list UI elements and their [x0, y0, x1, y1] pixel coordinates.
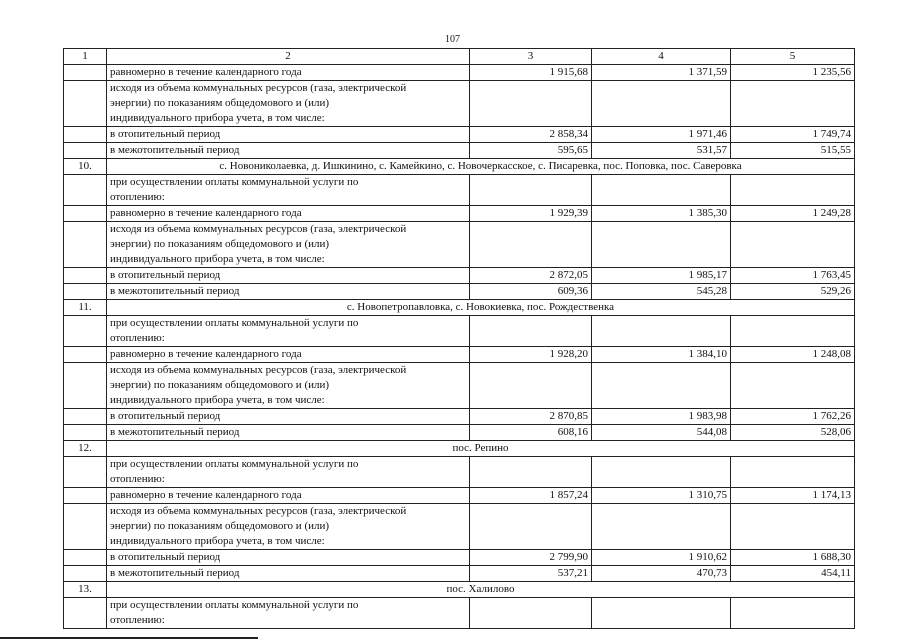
description-cell	[107, 81, 470, 127]
value-cell-c4: 544,08	[592, 425, 731, 441]
row-number-cell	[64, 316, 107, 347]
row-number-cell	[64, 488, 107, 504]
description-cell	[107, 566, 470, 582]
section-title: пос. Репино	[107, 441, 855, 457]
description-cell	[107, 175, 470, 206]
description-cell	[107, 347, 470, 363]
description-row	[64, 598, 855, 629]
header-cell: 5	[731, 49, 855, 65]
value-cell-c3: 2 870,85	[470, 409, 592, 425]
description-line: равномерно в течение календарного года	[110, 207, 302, 219]
description-cell	[107, 488, 470, 504]
row-number-cell	[64, 65, 107, 81]
row-number-cell	[64, 268, 107, 284]
value-cell-c5: 515,55	[731, 143, 855, 159]
value-cell-c4: 1 910,62	[592, 550, 731, 566]
description-line: в отопительный период	[110, 410, 221, 422]
description-line: равномерно в течение календарного года	[110, 348, 302, 360]
value-cell-c3: 1 929,39	[470, 206, 592, 222]
description-line: при осуществлении оплаты коммунальной услуги по	[110, 317, 359, 329]
value-cell-c3: 2 799,90	[470, 550, 592, 566]
value-cell-c5: 1 688,30	[731, 550, 855, 566]
value-cell-c4: 1 384,10	[592, 347, 731, 363]
description-cell	[107, 457, 470, 488]
header-cell: 2	[107, 49, 470, 65]
footer-divider	[0, 637, 258, 639]
section-title: пос. Халилово	[107, 582, 855, 598]
value-cell-c4	[592, 175, 731, 206]
row-number-cell	[64, 347, 107, 363]
value-cell-c5: 1 763,45	[731, 268, 855, 284]
table-row	[64, 284, 855, 300]
value-cell-c4: 1 310,75	[592, 488, 731, 504]
description-cell	[107, 143, 470, 159]
row-number-cell	[64, 457, 107, 488]
description-line: энергии) по показаниям общедомового и (или)	[110, 97, 330, 109]
table-row	[64, 143, 855, 159]
value-cell-c3: 1 915,68	[470, 65, 592, 81]
tariff-table	[63, 48, 855, 629]
description-line: в межотопительный период	[110, 144, 240, 156]
value-cell-c4: 545,28	[592, 284, 731, 300]
value-cell-c3	[470, 598, 592, 629]
description-cell	[107, 222, 470, 268]
value-cell-c5: 1 249,28	[731, 206, 855, 222]
table-row	[64, 65, 855, 81]
row-number-cell	[64, 127, 107, 143]
description-line: исходя из объема коммунальных ресурсов (газа, электрической	[110, 364, 407, 376]
table-row	[64, 488, 855, 504]
value-cell-c4: 1 985,17	[592, 268, 731, 284]
description-cell	[107, 206, 470, 222]
table-row	[64, 347, 855, 363]
header-row	[64, 49, 855, 65]
value-cell-c5	[731, 504, 855, 550]
value-cell-c4: 1 983,98	[592, 409, 731, 425]
table-row	[64, 127, 855, 143]
value-cell-c5: 529,26	[731, 284, 855, 300]
header-cell: 4	[592, 49, 731, 65]
value-cell-c3	[470, 457, 592, 488]
description-cell	[107, 316, 470, 347]
value-cell-c4	[592, 81, 731, 127]
description-row	[64, 81, 855, 127]
description-row	[64, 175, 855, 206]
row-number-cell	[64, 550, 107, 566]
value-cell-c3	[470, 175, 592, 206]
value-cell-c5	[731, 222, 855, 268]
section-title: с. Новопетропавловка, с. Новокиевка, пос. Рождественка	[107, 300, 855, 316]
value-cell-c4	[592, 598, 731, 629]
header-cell: 3	[470, 49, 592, 65]
value-cell-c4: 470,73	[592, 566, 731, 582]
row-number-cell	[64, 206, 107, 222]
description-line: индивидуального прибора учета, в том числе:	[110, 535, 325, 547]
description-cell	[107, 268, 470, 284]
row-number-cell	[64, 284, 107, 300]
value-cell-c5	[731, 316, 855, 347]
description-line: исходя из объема коммунальных ресурсов (газа, электрической	[110, 82, 407, 94]
section-row	[64, 441, 855, 457]
row-number-cell	[64, 598, 107, 629]
description-line: энергии) по показаниям общедомового и (или)	[110, 238, 330, 250]
value-cell-c5	[731, 598, 855, 629]
value-cell-c5: 1 235,56	[731, 65, 855, 81]
description-cell	[107, 363, 470, 409]
description-line: в межотопительный период	[110, 285, 240, 297]
value-cell-c4	[592, 316, 731, 347]
value-cell-c3: 609,36	[470, 284, 592, 300]
description-line: исходя из объема коммунальных ресурсов (газа, электрической	[110, 223, 407, 235]
row-number-cell	[64, 363, 107, 409]
value-cell-c5: 1 749,74	[731, 127, 855, 143]
table-row	[64, 425, 855, 441]
section-number: 12.	[64, 441, 107, 457]
table-row	[64, 550, 855, 566]
description-cell	[107, 550, 470, 566]
description-line: индивидуального прибора учета, в том числе:	[110, 112, 325, 124]
value-cell-c5: 528,06	[731, 425, 855, 441]
row-number-cell	[64, 409, 107, 425]
description-cell	[107, 425, 470, 441]
value-cell-c4	[592, 504, 731, 550]
value-cell-c4: 531,57	[592, 143, 731, 159]
description-cell	[107, 284, 470, 300]
value-cell-c3: 608,16	[470, 425, 592, 441]
value-cell-c4: 1 385,30	[592, 206, 731, 222]
value-cell-c5: 1 762,26	[731, 409, 855, 425]
value-cell-c5	[731, 457, 855, 488]
row-number-cell	[64, 143, 107, 159]
description-cell	[107, 504, 470, 550]
description-line: исходя из объема коммунальных ресурсов (газа, электрической	[110, 505, 407, 517]
value-cell-c5	[731, 363, 855, 409]
section-number: 11.	[64, 300, 107, 316]
page-number: 107	[445, 34, 460, 45]
header-cell: 1	[64, 49, 107, 65]
row-number-cell	[64, 175, 107, 206]
value-cell-c3: 1 857,24	[470, 488, 592, 504]
table-row	[64, 409, 855, 425]
description-row	[64, 504, 855, 550]
description-line: отоплению:	[110, 473, 165, 485]
description-line: отоплению:	[110, 191, 165, 203]
description-line: равномерно в течение календарного года	[110, 489, 302, 501]
value-cell-c3: 595,65	[470, 143, 592, 159]
row-number-cell	[64, 425, 107, 441]
description-cell	[107, 65, 470, 81]
section-title: с. Новониколаевка, д. Ишкинино, с. Камейкино, с. Новочеркасское, с. Писаревка, пос. Поповка, пос. Саверовка	[107, 159, 855, 175]
value-cell-c5	[731, 81, 855, 127]
section-number: 10.	[64, 159, 107, 175]
value-cell-c3	[470, 504, 592, 550]
description-cell	[107, 127, 470, 143]
value-cell-c5	[731, 175, 855, 206]
description-line: при осуществлении оплаты коммунальной услуги по	[110, 458, 359, 470]
table-row	[64, 268, 855, 284]
value-cell-c3: 1 928,20	[470, 347, 592, 363]
description-line: в отопительный период	[110, 551, 221, 563]
description-line: индивидуального прибора учета, в том числе:	[110, 394, 325, 406]
description-cell	[107, 409, 470, 425]
row-number-cell	[64, 222, 107, 268]
description-line: индивидуального прибора учета, в том числе:	[110, 253, 325, 265]
section-row	[64, 582, 855, 598]
value-cell-c4: 1 971,46	[592, 127, 731, 143]
value-cell-c3	[470, 363, 592, 409]
description-line: равномерно в течение календарного года	[110, 66, 302, 78]
description-line: в отопительный период	[110, 128, 221, 140]
description-line: энергии) по показаниям общедомового и (или)	[110, 379, 330, 391]
description-row	[64, 363, 855, 409]
description-line: в отопительный период	[110, 269, 221, 281]
value-cell-c3	[470, 222, 592, 268]
description-line: при осуществлении оплаты коммунальной услуги по	[110, 176, 359, 188]
value-cell-c4: 1 371,59	[592, 65, 731, 81]
value-cell-c5: 1 248,08	[731, 347, 855, 363]
description-line: в межотопительный период	[110, 426, 240, 438]
value-cell-c3: 537,21	[470, 566, 592, 582]
section-row	[64, 300, 855, 316]
section-number: 13.	[64, 582, 107, 598]
description-line: отоплению:	[110, 332, 165, 344]
value-cell-c3: 2 872,05	[470, 268, 592, 284]
value-cell-c4	[592, 222, 731, 268]
description-line: в межотопительный период	[110, 567, 240, 579]
description-row	[64, 316, 855, 347]
row-number-cell	[64, 81, 107, 127]
value-cell-c4	[592, 457, 731, 488]
value-cell-c5: 454,11	[731, 566, 855, 582]
value-cell-c3	[470, 81, 592, 127]
row-number-cell	[64, 566, 107, 582]
table-row	[64, 566, 855, 582]
description-line: при осуществлении оплаты коммунальной услуги по	[110, 599, 359, 611]
description-line: энергии) по показаниям общедомового и (или)	[110, 520, 330, 532]
value-cell-c4	[592, 363, 731, 409]
table-row	[64, 206, 855, 222]
value-cell-c5: 1 174,13	[731, 488, 855, 504]
row-number-cell	[64, 504, 107, 550]
section-row	[64, 159, 855, 175]
description-row	[64, 457, 855, 488]
value-cell-c3	[470, 316, 592, 347]
value-cell-c3: 2 858,34	[470, 127, 592, 143]
description-line: отоплению:	[110, 614, 165, 626]
description-row	[64, 222, 855, 268]
description-cell	[107, 598, 470, 629]
